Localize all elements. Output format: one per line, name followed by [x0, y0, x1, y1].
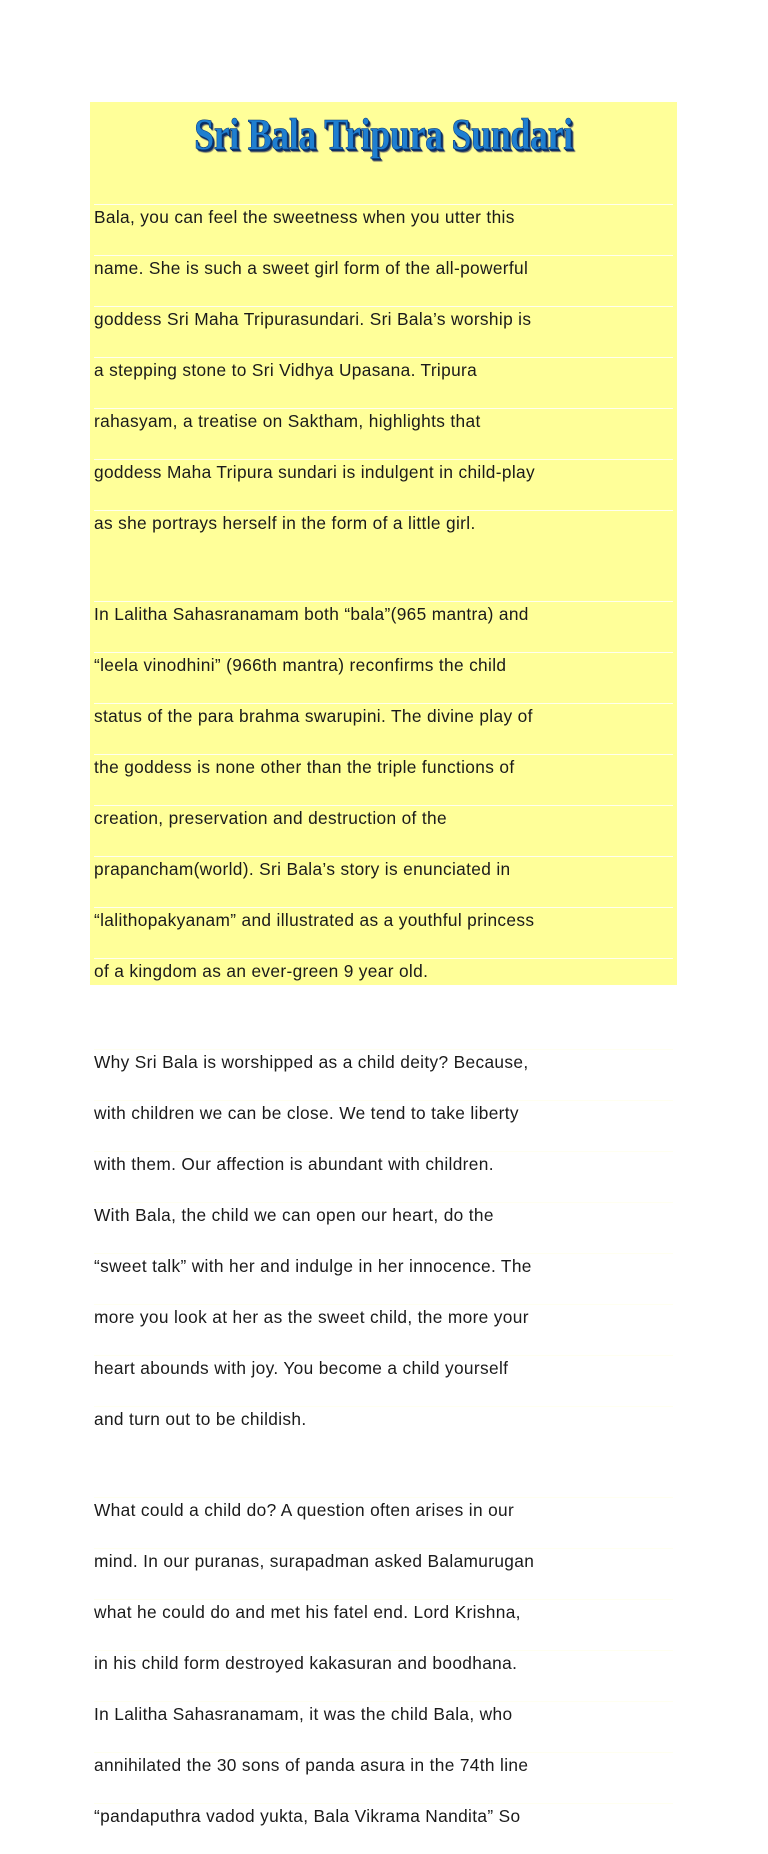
- paragraph-line: a stepping stone to Sri Vidhya Upasana. Tripura: [94, 357, 673, 383]
- document-title: Sri Bala Tripura Sundari: [194, 110, 573, 159]
- paragraph-line: prapancham(world). Sri Bala’s story is enunciated in: [94, 856, 673, 882]
- document-page: [90, 102, 677, 1826]
- paragraph-line: Bala, you can feel the sweetness when you utter this: [94, 204, 673, 230]
- paragraph-line: with children we can be close. We tend to take liberty: [94, 1100, 673, 1126]
- paragraph-line: in his child form destroyed kakasuran and boodhana.: [94, 1650, 673, 1676]
- paragraph-line: status of the para brahma swarupini. The divine play of: [94, 703, 673, 729]
- paragraph-4: [94, 1472, 673, 1854]
- paragraph-line: goddess Sri Maha Tripurasundari. Sri Bala’s worship is: [94, 306, 673, 332]
- paragraph-line: name. She is such a sweet girl form of the all-powerful: [94, 255, 673, 281]
- paragraph-line: “pandaputhra vadod yukta, Bala Vikrama Nandita” So: [94, 1803, 673, 1829]
- paragraph-line: creation, preservation and destruction of the: [94, 805, 673, 831]
- paragraph-line: annihilated the 30 sons of panda asura in the 74th line: [94, 1752, 673, 1778]
- paragraph-line: With Bala, the child we can open our heart, do the: [94, 1202, 673, 1228]
- paragraph-2: [94, 576, 673, 1009]
- paragraph-line: What could a child do? A question often arises in our: [94, 1497, 673, 1523]
- paragraph-3: [94, 1024, 673, 1457]
- paragraph-line: In Lalitha Sahasranamam both “bala”(965 mantra) and: [94, 601, 673, 627]
- paragraph-line: “leela vinodhini” (966th mantra) reconfirms the child: [94, 652, 673, 678]
- paragraph-line: what he could do and met his fatel end. Lord Krishna,: [94, 1599, 673, 1625]
- paragraph-line: Why Sri Bala is worshipped as a child deity? Because,: [94, 1049, 673, 1075]
- paragraph-line: mind. In our puranas, surapadman asked Balamurugan: [94, 1548, 673, 1574]
- paragraph-1: [94, 179, 673, 561]
- paragraph-line: “sweet talk” with her and indulge in her innocence. The: [94, 1253, 673, 1279]
- paragraph-line: rahasyam, a treatise on Saktham, highlights that: [94, 408, 673, 434]
- paragraph-line: “lalithopakyanam” and illustrated as a youthful princess: [94, 907, 673, 933]
- paragraph-line: more you look at her as the sweet child, the more your: [94, 1304, 673, 1330]
- paragraph-line: goddess Maha Tripura sundari is indulgent in child-play: [94, 459, 673, 485]
- paragraph-line: In Lalitha Sahasranamam, it was the child Bala, who: [94, 1701, 673, 1727]
- paragraph-line: of a kingdom as an ever-green 9 year old.: [94, 958, 673, 984]
- paragraph-line: with them. Our affection is abundant with children.: [94, 1151, 673, 1177]
- paragraph-line: the goddess is none other than the triple functions of: [94, 754, 673, 780]
- paragraph-line: as she portrays herself in the form of a little girl.: [94, 510, 673, 536]
- paragraph-line: heart abounds with joy. You become a child yourself: [94, 1355, 673, 1381]
- paragraph-line: and turn out to be childish.: [94, 1406, 673, 1432]
- document-body: [90, 168, 677, 1854]
